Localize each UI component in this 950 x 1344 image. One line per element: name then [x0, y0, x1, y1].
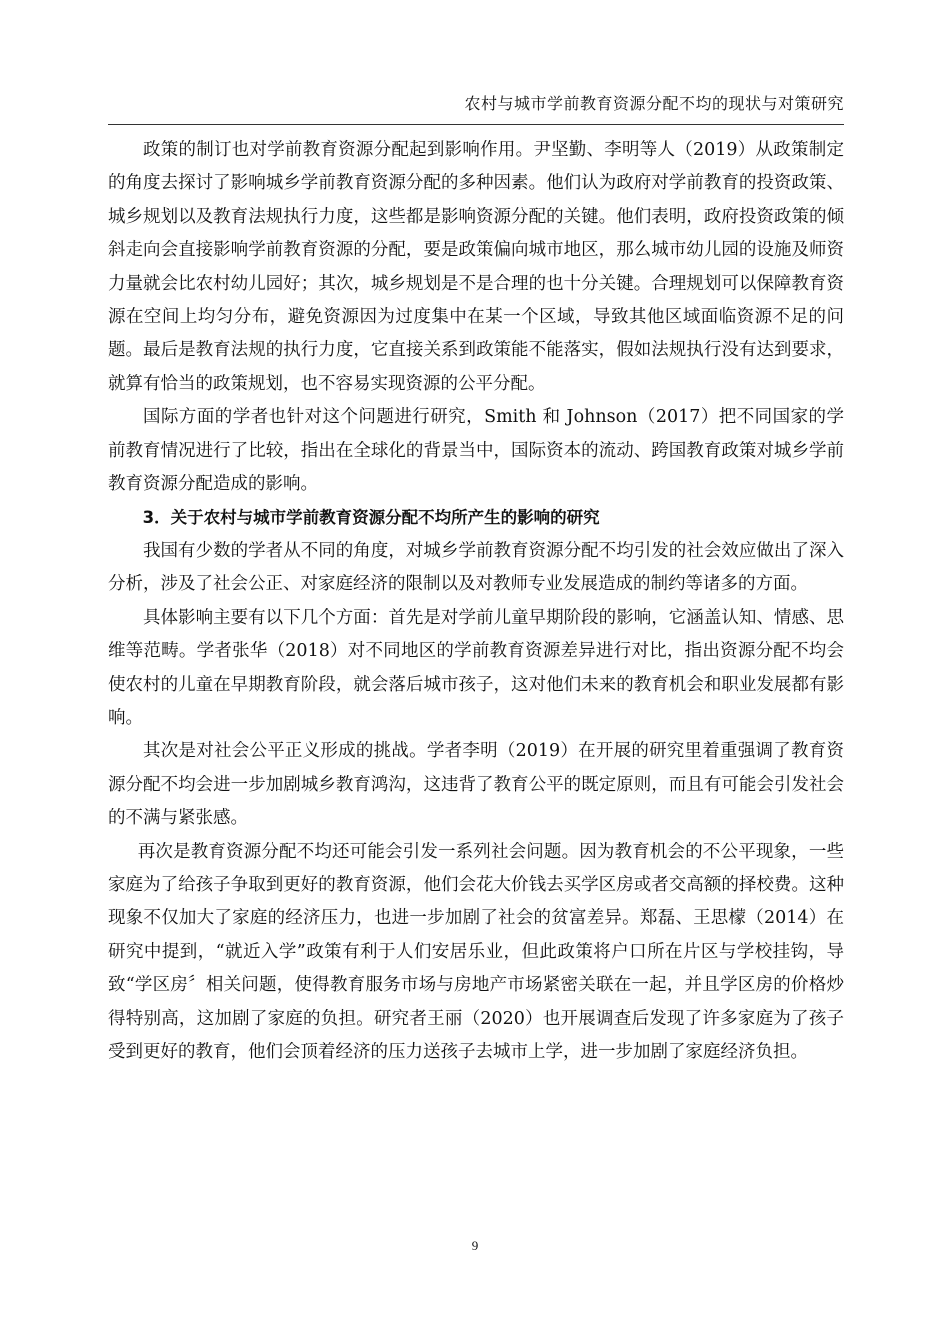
paragraph-early-childhood-impact: 具体影响主要有以下几个方面：首先是对学前儿童早期阶段的影响，它涵盖认知、情感、思维等范畴。学者张华（2018）对不同地区的学前教育资源差异进行对比，指出资源分配不均会使农村的儿童在早期教育阶段，就会落后城市孩子，这对他们未来的教育机会和职业发展都有影响。 [108, 607, 844, 728]
running-header: 农村与城市学前教育资源分配不均的现状与对策研究 [464, 94, 844, 113]
paragraph-social-fairness: 其次是对社会公平正义形成的挑战。学者李明（2019）在开展的研究里着重强调了教育资源分配不均会进一步加剧城乡教育鸿沟，这违背了教育公平的既定原则，而且有可能会引发社会的不满与紧张感。 [108, 741, 844, 829]
paragraph-policy-influence: 政策的制订也对学前教育资源分配起到影响作用。尹坚勤、李明等人（2019）从政策制定的角度去探讨了影响城乡学前教育资源分配的多种因素。他们认为政府对学前教育的投资政策、城乡规划以及教育法规执行力度，这些都是影响资源分配的关键。他们表明，政府投资政策的倾斜走向会直接影响学前教育资源的分配，要是政策偏向城市地区，那么城市幼儿园的设施及师资力量就会比农村幼儿园好；其次，城乡规划是不是合理的也十分关键。合理规划可以保障教育资源在空间上均匀分布，避免资源因为过度集中在某一个区域，导致其他区域面临资源不足的问题。最后是教育法规的执行力度，它直接关系到政策能不能落实，假如法规执行没有达到要求，就算有恰当的政策规划，也不容易实现资源的公平分配。 [108, 140, 844, 394]
section-heading: 3．关于农村与城市学前教育资源分配不均所产生的影响的研究 [142, 508, 600, 528]
paragraph-international-research: 国际方面的学者也针对这个问题进行研究，Smith 和 Johnson（2017）把不同国家的学前教育情况进行了比较，指出在全球化的背景当中，国际资本的流动、跨国教育政策对城乡学前教育资源分配造成的影响。 [108, 407, 844, 495]
page-number: 9 [471, 1238, 479, 1253]
paragraph-social-problems: 再次是教育资源分配不均还可能会引发一系列社会问题。因为教育机会的不公平现象，一些家庭为了给孩子争取到更好的教育资源，他们会花大价钱去买学区房或者交高额的择校费。这种现象不仅加大了家庭的经济压力，也进一步加剧了社会的贫富差异。郑磊、王思檬（2014）在研究中提到，“就近入学”政策有利于人们安居乐业，但此政策将户口所在片区与学校挂钩，导致“学区房〞相关问题，使得教育服务市场与房地产市场紧密关联在一起，并且学区房的价格炒得特别高，这加剧了家庭的负担。研究者王丽（2020）也开展调查后发现了许多家庭为了孩子受到更好的教育，他们会顶着经济的压力送孩子去城市上学，进一步加剧了家庭经济负担。 [108, 841, 844, 1062]
paragraph-domestic-scholars: 我国有少数的学者从不同的角度，对城乡学前教育资源分配不均引发的社会效应做出了深入分析，涉及了社会公正、对家庭经济的限制以及对教师专业发展造成的制约等诸多的方面。 [108, 540, 844, 595]
header-divider [108, 124, 844, 125]
page-body [108, 134, 844, 1069]
